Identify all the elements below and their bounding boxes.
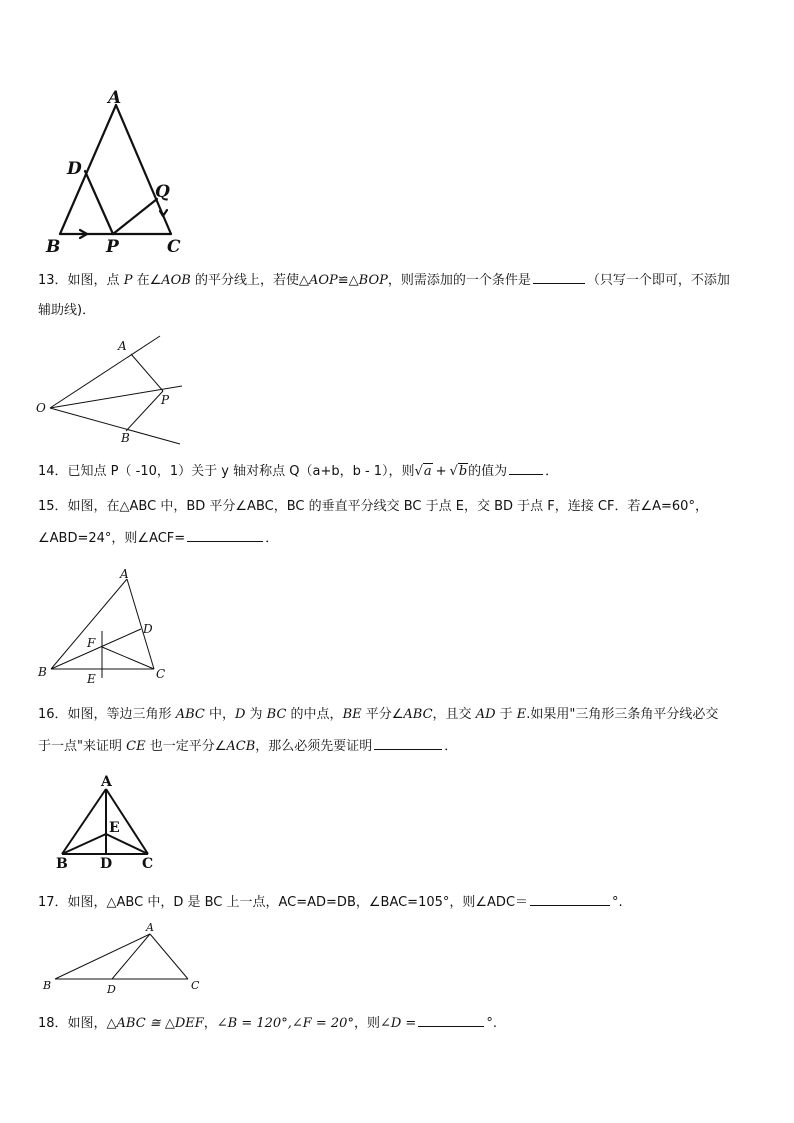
question-15: 15．如图，在△ABC 中，BD 平分∠ABC，BC 的垂直平分线交 BC 于点 E，交 BD 于点 F，连接 CF．若∠A=60°， (38, 499, 708, 514)
label-o: O (36, 401, 46, 415)
sqrt-b: √b (449, 464, 468, 479)
arrow-head-cq (160, 210, 167, 216)
question-14: 14．已知点 P（ -10，1）关于 y 轴对称点 Q（a+b，b - 1），则√a + √b的值为 ． (38, 461, 760, 482)
segment-ap (131, 354, 163, 391)
label-b: B (46, 237, 61, 257)
label-a: A (101, 774, 112, 790)
figure-angle-aob (32, 330, 192, 448)
question-16-line-2: 于一点"来证明 CE 也一定平分∠ACB，那么必须先要证明 ． (38, 736, 760, 757)
answer-blank-13[interactable] (533, 270, 585, 284)
figure-triangle-abc-d (40, 918, 210, 1000)
segment-ad (112, 934, 150, 979)
question-13: 13．如图，点 P 在∠AOB 的平分线上，若使△AOP≌△BOP，则需添加的一个条件是 （只写一个即可，不添加 (38, 270, 760, 291)
label-p: P (161, 393, 170, 407)
label-c: C (191, 979, 200, 992)
segment-dp (85, 171, 113, 234)
label-b: B (56, 856, 68, 872)
segment-ab (51, 579, 127, 669)
label-b: B (38, 665, 47, 679)
label-e: E (87, 672, 96, 686)
label-c: C (142, 856, 154, 872)
sqrt-a: √a (414, 464, 432, 479)
label-q: Q (155, 182, 170, 202)
answer-blank-17[interactable] (530, 892, 610, 906)
segment-ac (150, 934, 188, 979)
label-d: D (100, 856, 113, 872)
label-c: C (156, 667, 166, 681)
ray-ob (50, 408, 180, 444)
answer-blank-18[interactable] (418, 1013, 484, 1027)
question-16: 16．如图，等边三角形 ABC 中，D 为 BC 的中点，BE 平分∠ABC，且交 AD 于 E.如果用"三角形三条角平分线必交 (38, 707, 719, 722)
question-13-line-2: 辅助线)． (38, 303, 96, 318)
label-e: E (109, 820, 120, 836)
segment-ab (55, 934, 150, 979)
label-d: D (107, 983, 116, 996)
figure-equilateral-triangle (50, 770, 165, 875)
label-f: F (87, 636, 96, 650)
label-a: A (118, 339, 127, 353)
question-15-line-2: ∠ABD=24°，则∠ACF= ． (38, 528, 760, 549)
figure-triangle-abc-defe (34, 563, 184, 688)
question-18: 18．如图，△ABC ≅ △DEF，∠B = 120°,∠F = 20°，则∠D = °. (38, 1013, 760, 1034)
label-c: C (167, 237, 181, 257)
figure-triangle-abc-dpq (40, 85, 200, 260)
label-a: A (120, 567, 129, 581)
answer-blank-14[interactable] (509, 461, 543, 475)
question-17: 17．如图，△ABC 中，D 是 BC 上一点，AC=AD=DB，∠BAC=105°，则∠ADC＝ °. (38, 892, 760, 913)
segment-pq (113, 199, 157, 234)
answer-blank-15[interactable] (187, 528, 263, 542)
label-d: D (67, 159, 82, 179)
answer-blank-16[interactable] (374, 736, 442, 750)
label-a: A (146, 921, 154, 934)
segment-fc (102, 647, 154, 669)
label-b: B (121, 431, 130, 445)
label-a: A (108, 88, 122, 108)
label-b: B (43, 979, 52, 992)
segment-bp (126, 391, 163, 431)
ray-oa (50, 336, 160, 408)
label-p: P (106, 237, 119, 257)
segment-bd (51, 629, 141, 669)
label-d: D (143, 622, 153, 636)
